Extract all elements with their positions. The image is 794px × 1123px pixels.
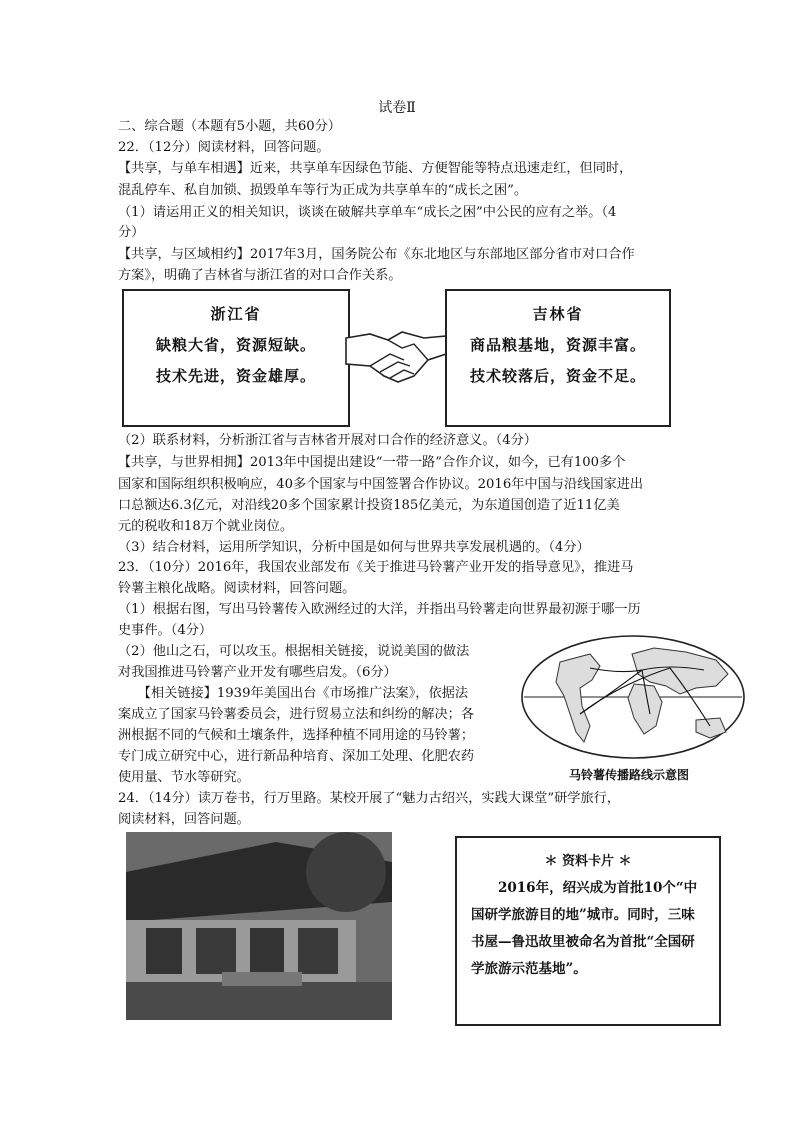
zhejiang-title: 浙江省 bbox=[210, 305, 262, 323]
paragraph-line: 分） bbox=[118, 225, 145, 240]
paragraph-line: 【共享，与单车相遇】近来，共享单车因绿色节能、方便智能等特点迅速走红，但同时， bbox=[118, 161, 633, 176]
memorial-building-photo bbox=[126, 832, 392, 1020]
paragraph-line: 阅读材料，回答问题。 bbox=[118, 812, 250, 827]
paragraph-line: （2）联系材料，分析浙江省与吉林省开展对口合作的经济意义。（4分） bbox=[118, 433, 537, 448]
paper-title: 试卷Ⅱ bbox=[378, 100, 416, 116]
paragraph-line: （2）他山之石，可以攻玉。根据相关链接，说说美国的做法 bbox=[118, 644, 470, 659]
jilin-box bbox=[445, 289, 671, 427]
paragraph-line: 国家和国际组织积极响应，40多个国家与中国签署合作协议。2016年中国与沿线国家进出 bbox=[118, 477, 644, 492]
section-heading: 二、综合题（本题有5小题，共60分） bbox=[118, 119, 341, 134]
info-card-title: ＊ 资料卡片 ＊ bbox=[544, 854, 632, 869]
jilin-title: 吉林省 bbox=[532, 305, 584, 323]
paragraph-line: 【相关链接】1939年美国出台《市场推广法案》，依据法 bbox=[118, 686, 469, 701]
paragraph-line: 专门成立研究中心，进行新品种培育、深加工处理、化肥农药 bbox=[118, 749, 475, 764]
paragraph-line: 史事件。（4分） bbox=[118, 623, 213, 638]
potato-route-map bbox=[520, 634, 746, 760]
paragraph-line: （1）根据右图，写出马铃薯传入欧洲经过的大洋，并指出马铃薯走向世界最初源于哪一历 bbox=[118, 602, 641, 617]
paragraph-line: 使用量、节水等研究。 bbox=[118, 770, 250, 785]
zhejiang-box bbox=[122, 289, 350, 427]
jilin-line-1: 商品粮基地，资源丰富。 bbox=[469, 336, 646, 354]
map-caption: 马铃薯传播路线示意图 bbox=[569, 768, 690, 782]
jilin-line-2: 技术较落后，资金不足。 bbox=[469, 367, 646, 385]
paragraph-line: 对我国推进马铃薯产业开发有哪些启发。（6分） bbox=[118, 665, 397, 680]
paragraph-line: 口总额达6.3亿元，对沿线20多个国家累计投资185亿美元，为东道国创造了近11亿美 bbox=[118, 498, 620, 513]
handshake-icon bbox=[344, 320, 448, 390]
paragraph-line: 【共享，与世界相拥】2013年中国提出建设“一带一路”合作介议，如今，已有100多个 bbox=[118, 455, 626, 470]
info-card-body: 2016年，绍兴成为首批10个“中国研学旅游目的地”城市。同时，三味书屋—鲁迅故里被命名为首批“全国研学旅游示范基地”。 bbox=[471, 880, 698, 977]
zhejiang-line-2: 技术先进，资金雄厚。 bbox=[155, 367, 316, 385]
paragraph-line: （3）结合材料，运用所学知识，分析中国是如何与世界共享发展机遇的。（4分） bbox=[118, 540, 590, 555]
paragraph-line: 混乱停车、私自加锁、损毁单车等行为正成为共享单车的“成长之困”。 bbox=[118, 183, 528, 198]
paragraph-line: 洲根据不同的气候和土壤条件，选择种植不同用途的马铃薯； bbox=[118, 728, 475, 743]
question-22-heading: 22．（12分）阅读材料，回答问题。 bbox=[118, 140, 330, 155]
paragraph-line: 元的税收和18万个就业岗位。 bbox=[118, 519, 294, 534]
question-23-heading: 23．（10分）2016年，我国农业部发布《关于推进马铃薯产业开发的指导意见》，推进马 bbox=[118, 560, 634, 575]
paragraph-line: 方案》，明确了吉林省与浙江省的对口合作关系。 bbox=[118, 268, 402, 283]
zhejiang-line-1: 缺粮大省，资源短缺。 bbox=[155, 336, 316, 354]
paragraph-line: 【共享，与区域相约】2017年3月，国务院公布《东北地区与东部地区部分省市对口合作 bbox=[118, 247, 635, 262]
paragraph-line: 案成立了国家马铃薯委员会，进行贸易立法和纠纷的解决；各 bbox=[118, 707, 475, 722]
paragraph-line: （1）请运用正义的相关知识，谈谈在破解共享单车“成长之困”中公民的应有之举。（4 bbox=[118, 205, 617, 220]
info-card bbox=[455, 836, 721, 1026]
paragraph-line: 铃薯主粮化战略。阅读材料，回答问题。 bbox=[118, 581, 356, 596]
question-24-heading: 24．（14分）读万卷书，行万里路。某校开展了“魅力古绍兴，实践大课堂”研学旅行， bbox=[118, 791, 621, 806]
